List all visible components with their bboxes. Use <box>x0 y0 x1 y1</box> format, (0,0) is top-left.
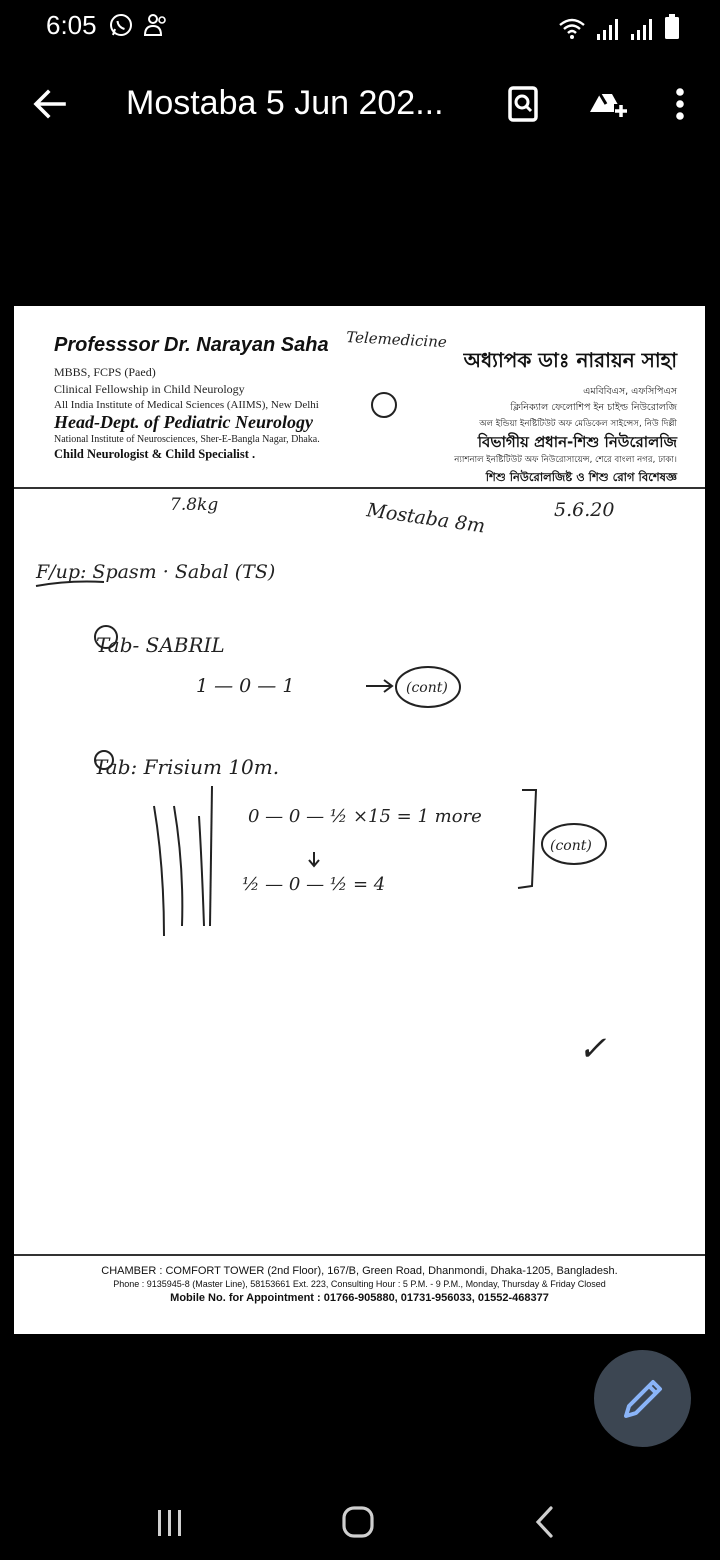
hw-item2-dose-b: ½ — 0 — ½ = 4 <box>242 874 386 895</box>
document-preview-button[interactable] <box>500 80 548 128</box>
signal-icon <box>596 18 620 40</box>
drive-add-icon <box>582 78 632 128</box>
doctor-name: Professsor Dr. Narayan Saha <box>54 334 329 356</box>
back-arrow-icon <box>26 80 74 128</box>
footer-mobile: Mobile No. for Appointment : 01766-905880, 01731-956033, 01552-468377 <box>170 1292 549 1304</box>
doctor-department-bangla: বিভাগীয় প্রধান-শিশু নিউরোলজি <box>477 433 677 451</box>
app-title: Mostaba 5 Jun 202... <box>126 84 444 122</box>
recent-apps-button[interactable] <box>150 1504 190 1544</box>
hw-item2-note: (cont) <box>550 838 592 854</box>
hw-followup: F/up: Spasm · Sabal (TS) <box>36 561 276 583</box>
prescription-page <box>14 306 705 1334</box>
hw-sign: ✓ <box>578 1029 607 1069</box>
add-to-drive-button[interactable] <box>582 78 632 128</box>
hw-circled-4 <box>372 393 396 417</box>
system-nav-bar <box>0 1480 720 1560</box>
hw-down-arrow <box>309 852 319 866</box>
hw-date: 5.6.20 <box>554 499 615 521</box>
footer-phone: Phone : 9135945-8 (Master Line), 58153661 Ext. 223, Consulting Hour : 5 P.M. - 9 P.M., Monday, Thursday & Friday Closed <box>113 1279 606 1289</box>
doctor-name-bangla: অধ্যাপক ডাঃ নারায়ন সাহা <box>463 348 677 372</box>
hw-side-note <box>154 806 204 936</box>
hw-bracket-right <box>518 790 536 888</box>
doctor-national-institute-bangla: ন্যাশনাল ইনষ্টিটিউট অফ নিউরোসায়েন্স, শেরে বাংলা নগর, ঢাকা। <box>454 455 677 465</box>
recent-apps-icon <box>150 1504 190 1544</box>
edit-pencil-icon <box>594 1350 691 1447</box>
wifi-icon <box>558 16 586 40</box>
doctor-institute: All India Institute of Medical Sciences (AIIMS), New Delhi <box>54 399 319 411</box>
hw-bracket-left <box>210 786 212 926</box>
signal-icon-2 <box>630 18 654 40</box>
doctor-specialty-bangla: শিশু নিউরোলজিষ্ট ও শিশু রোগ বিশেষজ্ঞ <box>485 470 677 484</box>
doctor-degrees-bangla: এমবিবিএস, এফসিপিএস <box>583 386 677 397</box>
doctor-specialty: Child Neurologist & Child Specialist . <box>54 447 256 461</box>
document-preview-icon <box>500 80 548 128</box>
hw-item2-dose-a: 0 — 0 — ½ ×15 = 1 more <box>248 806 482 827</box>
battery-icon <box>664 14 680 40</box>
accessibility-icon <box>142 12 168 38</box>
doctor-institute-bangla: অল ইন্ডিয়া ইনষ্টিটিউট অফ মেডিকেল সাইন্সেস, নিউ দিল্লী <box>479 419 677 429</box>
hw-item1-note: (cont) <box>406 680 448 696</box>
hw-weight: 7.8kg <box>170 495 219 515</box>
home-icon <box>338 1502 378 1542</box>
doctor-national-institute: National Institute of Neurosciences, Sher-E-Bangla Nagar, Dhaka. <box>54 434 320 445</box>
hw-item1-drug: Tab- SABRIL <box>96 633 225 657</box>
doctor-degrees: MBBS, FCPS (Paed) <box>54 365 156 379</box>
handwritten-notes <box>14 306 705 1246</box>
prescription-footer <box>14 1264 705 1306</box>
hw-telemedicine: Telemedicine <box>345 328 448 352</box>
nav-back-icon <box>526 1502 566 1542</box>
nav-back-button[interactable] <box>526 1502 566 1542</box>
hw-item1-dose: 1 — 0 — 1 <box>196 675 295 697</box>
more-vert-icon <box>660 80 700 128</box>
hw-item2-drug: Tab: Frisium 10m. <box>94 755 280 779</box>
edit-fab-button[interactable] <box>594 1350 691 1447</box>
hw-item1-arrow <box>366 680 392 692</box>
app-bar <box>0 60 720 152</box>
doctor-department: Head-Dept. of Pediatric Neurology <box>54 412 313 432</box>
hw-patient: Mostaba 8m <box>365 499 487 538</box>
back-button[interactable] <box>26 80 74 128</box>
footer-chamber: CHAMBER : COMFORT TOWER (2nd Floor), 167/B, Green Road, Dhanmondi, Dhaka-1205, Bangladesh. <box>101 1265 618 1277</box>
footer-divider <box>14 1254 705 1256</box>
more-options-button[interactable] <box>660 80 700 128</box>
doctor-fellowship-bangla: ক্লিনিক্যাল ফেলোশিপ ইন চাইল্ড নিউরোলজি <box>510 402 677 413</box>
home-button[interactable] <box>338 1502 378 1542</box>
doctor-fellowship: Clinical Fellowship in Child Neurology <box>54 382 245 396</box>
status-bar <box>0 0 720 56</box>
whatsapp-icon <box>108 12 134 38</box>
status-time: 6:05 <box>46 10 97 40</box>
